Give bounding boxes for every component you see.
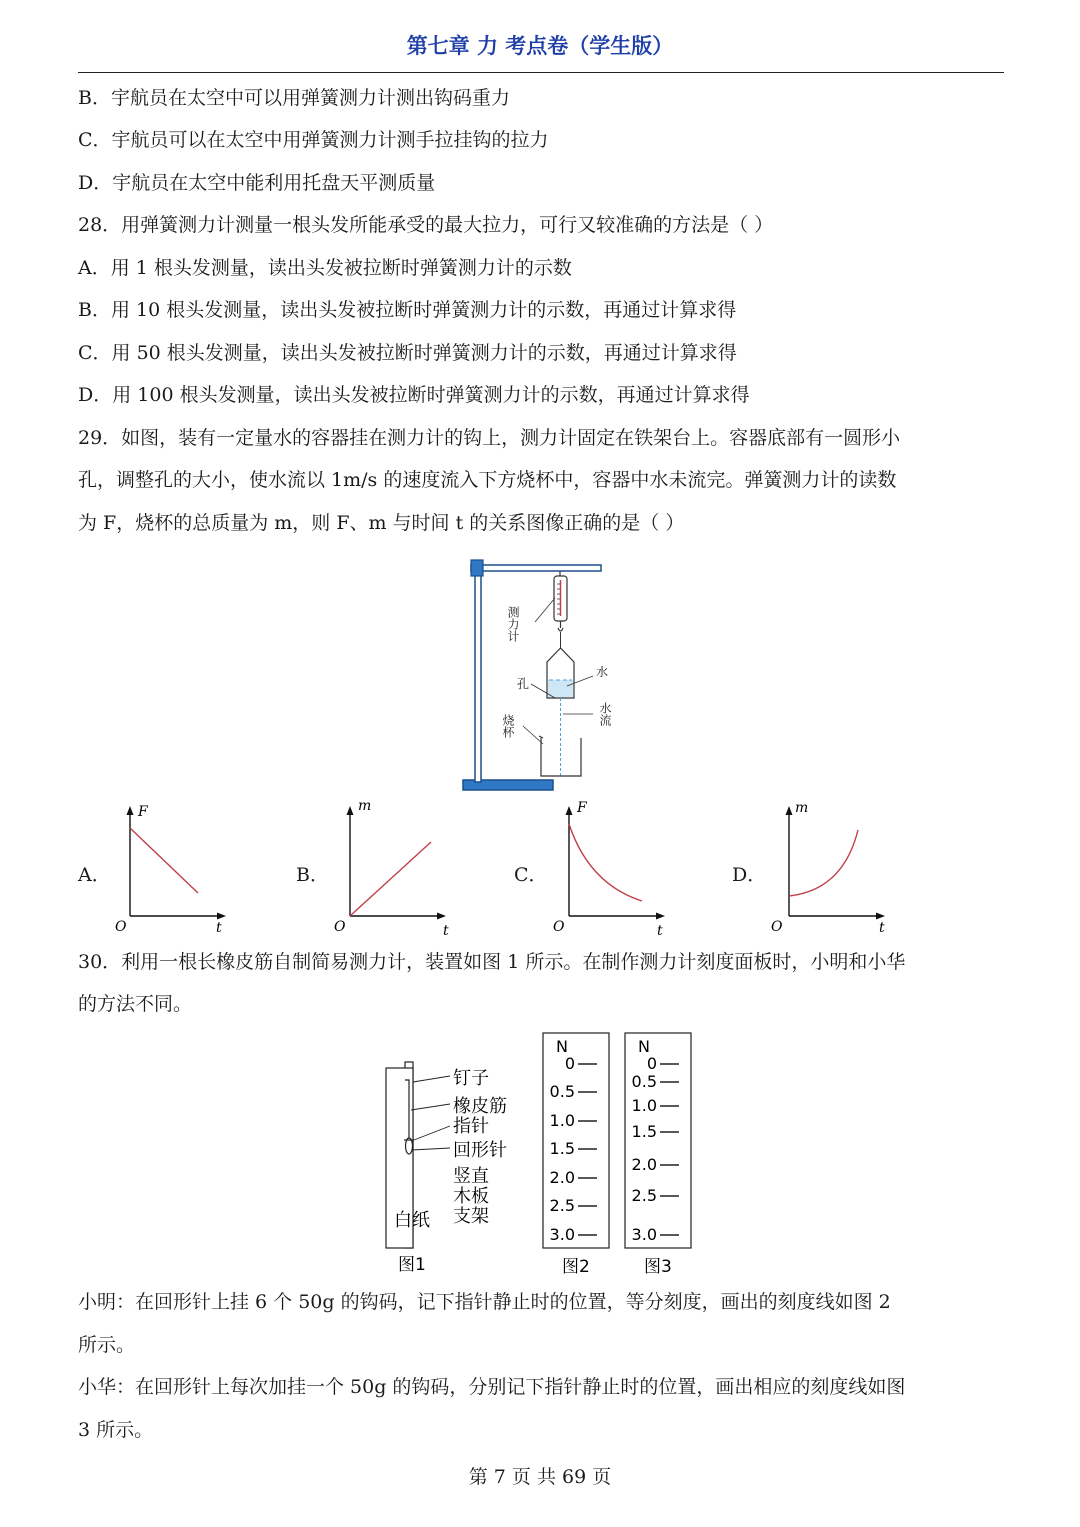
q29-graph-d <box>767 800 892 940</box>
q27-option-c: C．宇航员可以在太空中用弹簧测力计测手拉挂钩的拉力 <box>78 129 549 151</box>
q30-xiaoming-line2: 所示。 <box>78 1334 136 1356</box>
page-footer-number: 第 7 页 共 69 页 <box>468 1466 612 1488</box>
label-beaker: 烧杯 <box>501 714 515 738</box>
leader-meter <box>535 598 555 622</box>
meter-hook-bottom <box>558 621 563 631</box>
header-rule <box>78 72 1004 73</box>
q28-option-b: B．用 10 根头发测量，读出头发被拉断时弹簧测力计的示数，再通过计算求得 <box>78 299 737 321</box>
q30-xiaohua-line1: 小华：在回形针上每次加挂一个 50g 的钩码，分别记下指针静止时的位置，画出相应的刻度线如图 <box>78 1376 906 1398</box>
fig3-tick-label: 0.5 <box>631 1072 657 1091</box>
fig3-tick-label: 0 <box>646 1054 657 1073</box>
graph-a-x-arrow <box>217 913 226 920</box>
q29-option-d-label: D． <box>732 864 767 886</box>
fig2-tick-label: 0 <box>564 1054 575 1073</box>
label-meter: 测力计 <box>506 606 520 642</box>
graph-d-origin: O <box>771 919 783 935</box>
fig2-tick-label: 2.5 <box>549 1196 575 1215</box>
graph-b-curve <box>350 842 431 916</box>
fig1-caption: 图1 <box>398 1255 426 1275</box>
fig1-leader-pointer <box>414 1126 450 1140</box>
q29-graph-c <box>547 800 672 940</box>
q30-xiaohua-line2: 3 所示。 <box>78 1419 154 1441</box>
q28-option-c: C．用 50 根头发测量，读出头发被拉断时弹簧测力计的示数，再通过计算求得 <box>78 342 737 364</box>
fig2-tick-label: 0.5 <box>549 1082 575 1101</box>
graph-b-x-label: t <box>443 923 449 939</box>
q28-option-d: D．用 100 根头发测量，读出头发被拉断时弹簧测力计的示数，再通过计算求得 <box>78 384 750 406</box>
q29-graph-b <box>328 800 453 940</box>
fig2-tick-label: 2.0 <box>549 1168 575 1187</box>
q30-figure-1 <box>380 1060 520 1280</box>
q29-option-a-label: A． <box>78 864 111 886</box>
stand-clamp <box>471 560 483 576</box>
graph-b-y-arrow <box>347 806 354 815</box>
fig2-tick-label: 3.0 <box>549 1225 575 1244</box>
graph-d-x-label: t <box>879 920 885 936</box>
fig3-tick-label: 1.5 <box>631 1122 657 1141</box>
stand-pole <box>475 562 481 782</box>
q30-stem-line1: 30．利用一根长橡皮筋自制简易测力计，装置如图 1 所示。在制作测力计刻度面板时，小明和小华 <box>78 951 906 973</box>
graph-d-curve <box>789 830 858 896</box>
graph-c-x-arrow <box>656 913 665 920</box>
fig2-unit: N <box>556 1037 568 1056</box>
q28-stem: 28．用弹簧测力计测量一根头发所能承受的最大拉力，可行又较准确的方法是（ ） <box>78 214 774 236</box>
graph-a-x-label: t <box>216 920 222 936</box>
graph-c-origin: O <box>553 919 565 935</box>
q29-option-c-label: C． <box>514 864 548 886</box>
graph-b-y-label: m <box>358 800 372 814</box>
fig2-tick-label: 1.5 <box>549 1139 575 1158</box>
fig1-label-board3: 支架 <box>453 1206 489 1227</box>
graph-c-x-label: t <box>657 923 663 939</box>
q29-stem-line3: 为 F，烧杯的总质量为 m，则 F、m 与时间 t 的关系图像正确的是（ ） <box>78 512 685 534</box>
graph-b-x-arrow <box>437 913 446 920</box>
fig3-tick-label: 2.0 <box>631 1155 657 1174</box>
fig3-tick-label: 1.0 <box>631 1096 657 1115</box>
fig1-label-pointer: 指针 <box>453 1116 489 1137</box>
label-water: 水 <box>596 665 609 679</box>
fig3-caption: 图3 <box>644 1257 672 1277</box>
q30-figure-2 <box>540 1032 615 1282</box>
fig1-label-board2: 木板 <box>453 1186 489 1207</box>
q29-apparatus-figure <box>455 552 635 797</box>
label-stream: 水流 <box>598 702 612 726</box>
fig3-tick-label: 3.0 <box>631 1225 657 1244</box>
q27-option-d: D．宇航员在太空中能利用托盘天平测质量 <box>78 172 436 194</box>
q30-figure-3 <box>622 1032 697 1282</box>
q27-option-b: B．宇航员在太空中可以用弹簧测力计测出钩码重力 <box>78 87 510 109</box>
fig1-leader-band <box>411 1104 450 1110</box>
fig1-label-paper: 白纸 <box>394 1210 430 1231</box>
graph-d-x-arrow <box>876 913 885 920</box>
q29-stem-line1: 29．如图，装有一定量水的容器挂在测力计的钩上，测力计固定在铁架台上。容器底部有一圆形小 <box>78 427 901 449</box>
q29-stem-line2: 孔，调整孔的大小，使水流以 1m/s 的速度流入下方烧杯中，容器中水未流完。弹簧测力计的读数 <box>78 469 897 491</box>
q30-stem-line2: 的方法不同。 <box>78 993 193 1015</box>
q30-xiaoming-line1: 小明：在回形针上挂 6 个 50g 的钩码，记下指针静止时的位置，等分刻度，画出的刻度线如图 2 <box>78 1291 891 1313</box>
fig1-label-board1: 竖直 <box>453 1166 489 1187</box>
graph-c-curve <box>569 824 642 901</box>
fig3-tick-label: 2.5 <box>631 1186 657 1205</box>
q29-graph-a <box>108 800 233 940</box>
graph-c-y-label: F <box>577 800 587 816</box>
graph-a-origin: O <box>115 919 127 935</box>
fig2-tick-label: 1.0 <box>549 1111 575 1130</box>
q29-option-b-label: B． <box>296 864 329 886</box>
container-water <box>548 680 573 697</box>
fig1-leader-clip <box>412 1148 450 1150</box>
leader-beaker <box>523 726 543 744</box>
graph-a-y-arrow <box>127 806 134 815</box>
graph-d-y-arrow <box>786 806 793 815</box>
fig2-caption: 图2 <box>562 1257 590 1277</box>
fig1-label-clip: 回形针 <box>453 1140 507 1161</box>
graph-b-origin: O <box>334 919 346 935</box>
fig3-unit: N <box>638 1037 650 1056</box>
fig1-label-band: 橡皮筋 <box>453 1096 507 1117</box>
stand-arm <box>471 565 601 571</box>
page-header-title: 第七章 力 考点卷（学生版） <box>406 33 674 58</box>
label-hole: 孔 <box>517 677 530 691</box>
fig1-label-nail: 钉子 <box>453 1068 489 1089</box>
fig1-leader-nail <box>413 1076 450 1082</box>
graph-a-y-label: F <box>138 804 148 820</box>
graph-a-curve <box>130 828 198 893</box>
graph-c-y-arrow <box>566 806 573 815</box>
q28-option-a: A．用 1 根头发测量，读出头发被拉断时弹簧测力计的示数 <box>78 257 572 279</box>
graph-d-y-label: m <box>795 800 809 816</box>
